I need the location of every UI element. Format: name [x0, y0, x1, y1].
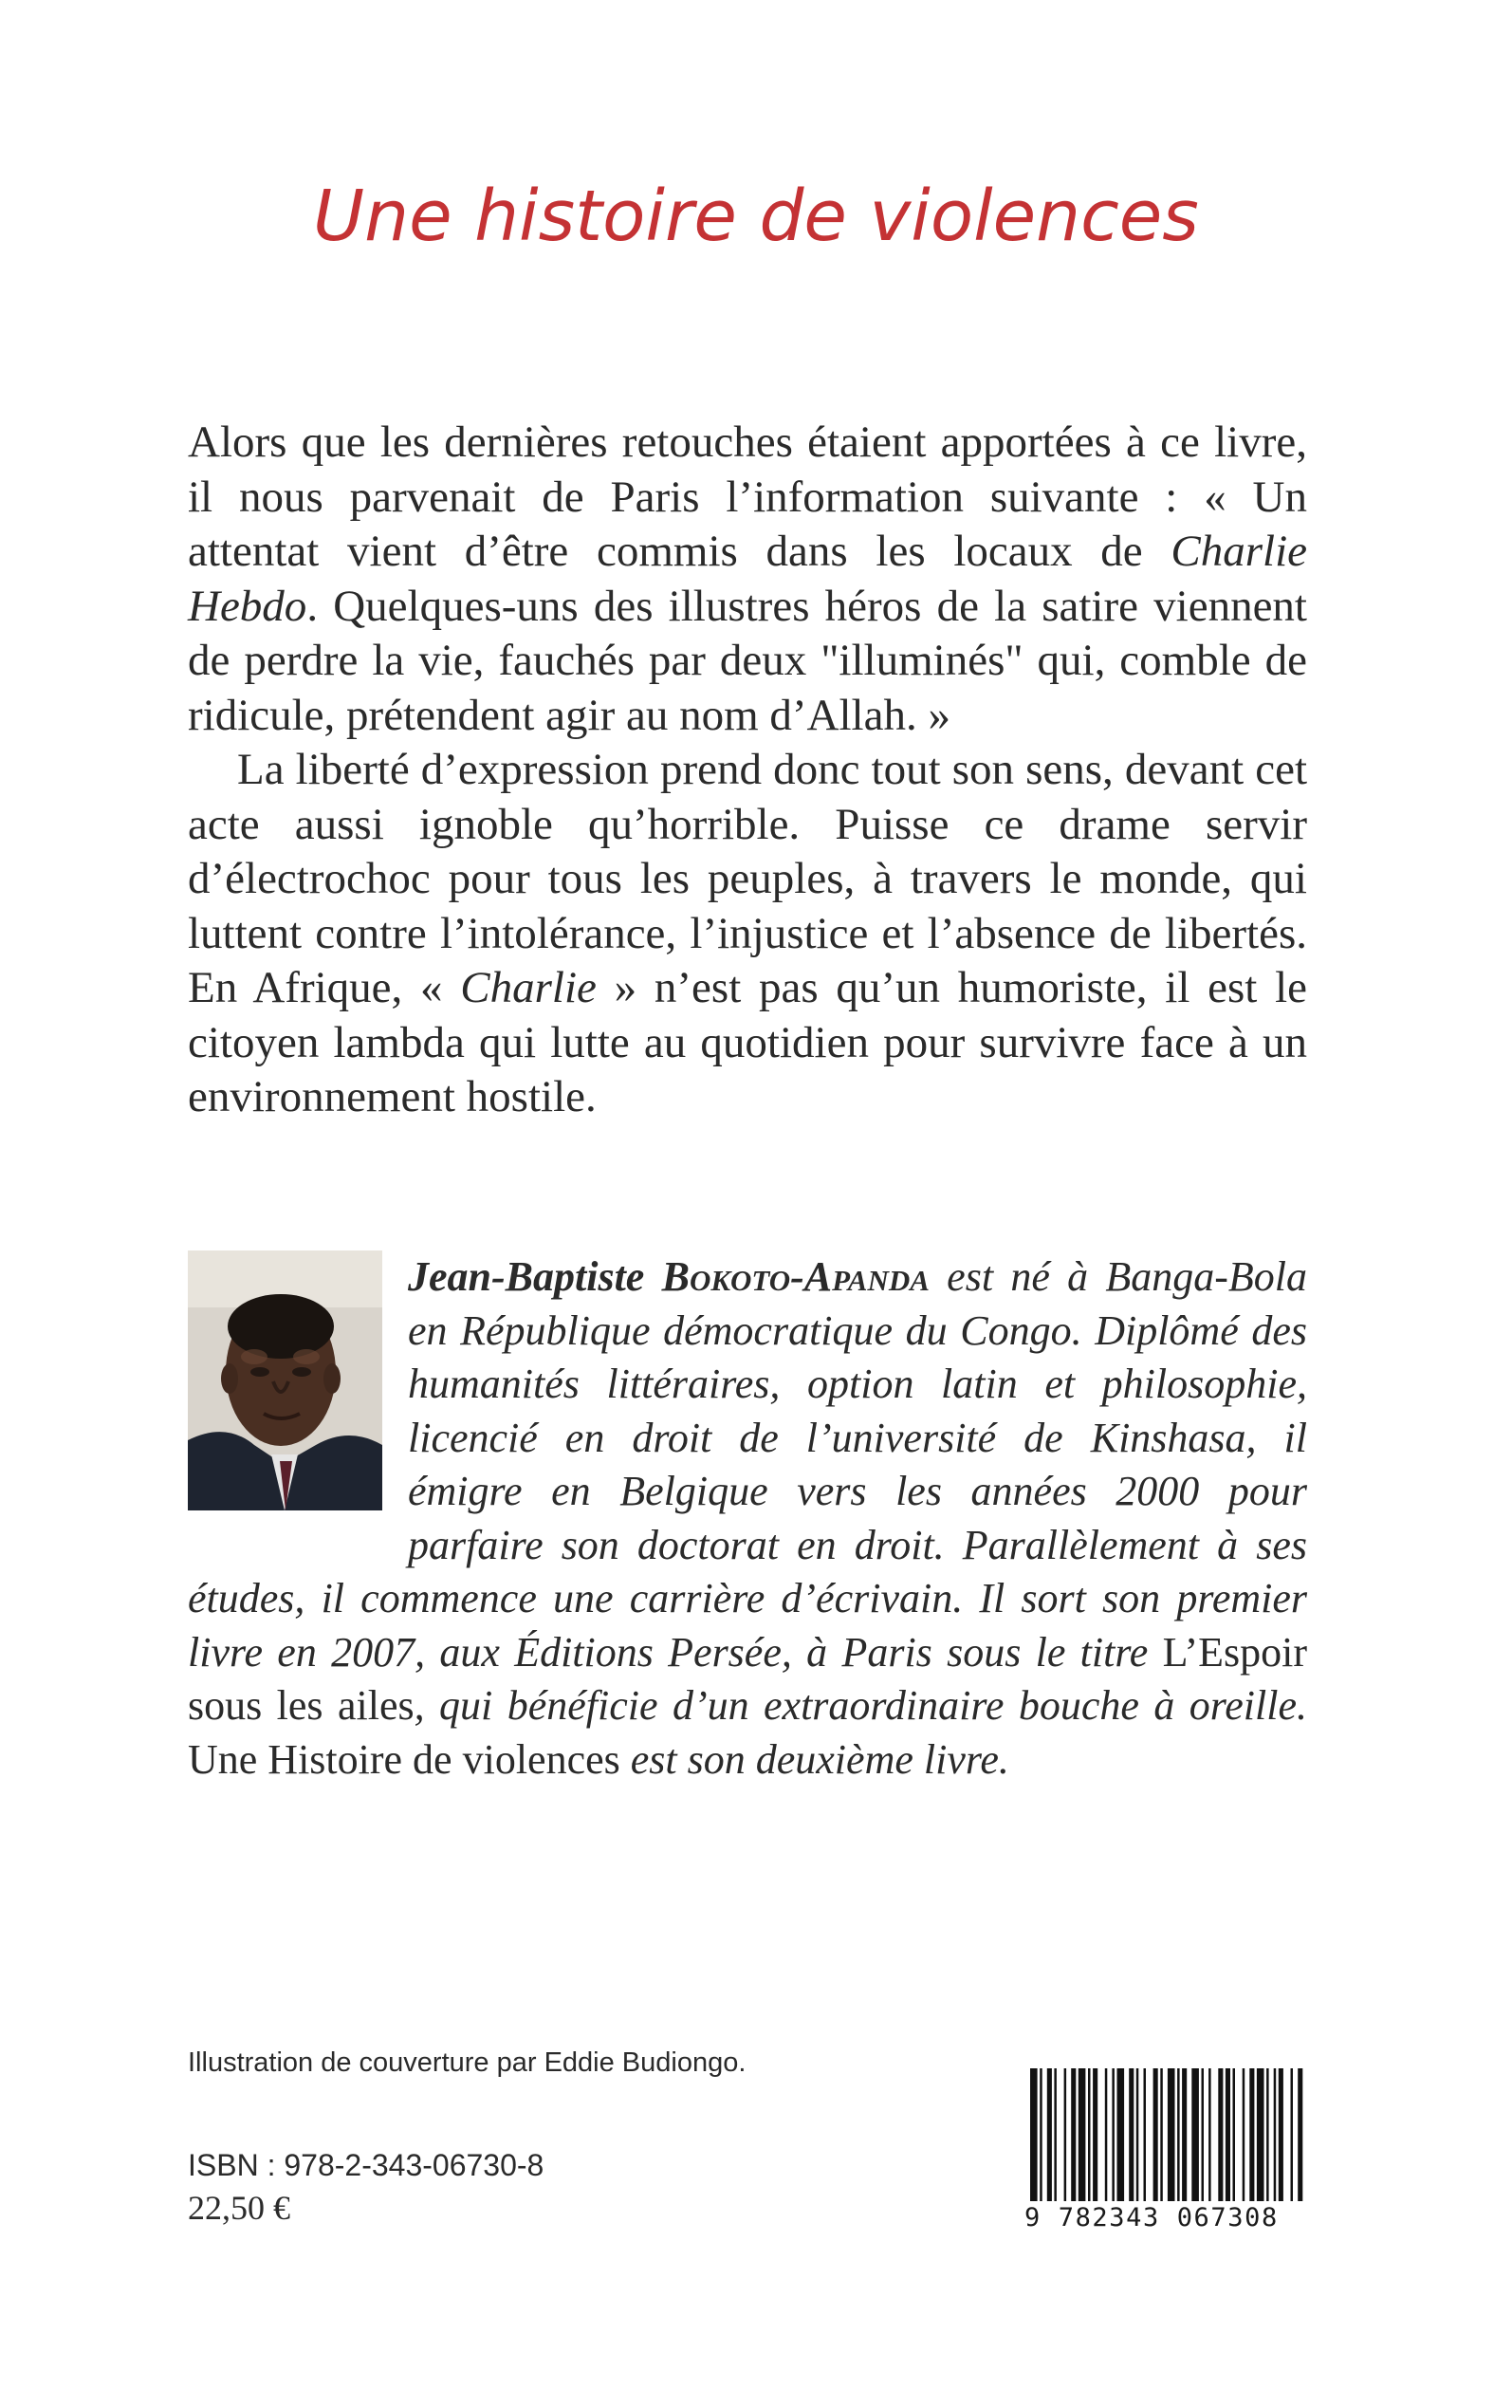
barcode-bar	[1274, 2068, 1277, 2201]
barcode-bar	[1208, 2068, 1211, 2201]
author-bio-text-2: , qui bénéficie d’un extraordinaire bouche à oreille.	[414, 1682, 1307, 1729]
barcode-bar	[1243, 2068, 1245, 2201]
blurb-paragraph-2	[188, 743, 1307, 1125]
barcode-bar	[1030, 2068, 1038, 2201]
barcode-bar	[1064, 2068, 1067, 2201]
barcode-bar	[1298, 2068, 1302, 2201]
barcode-bar	[1160, 2068, 1163, 2201]
barcode-bar	[1079, 2068, 1086, 2201]
author-bio	[188, 1250, 1307, 1787]
barcode-bar	[1202, 2068, 1205, 2201]
blurb-p2-italic: Charlie	[460, 963, 597, 1012]
barcode-bar	[1144, 2068, 1147, 2201]
barcode-bar	[1182, 2068, 1187, 2201]
author-current-book-title: Une Histoire de violences	[188, 1735, 620, 1783]
blurb-p2-text: La liberté d’expression prend donc tout son sens, devant cet acte aussi ignoble qu’horrible. Puisse ce drame servir d’électrochoc pour tous les peuples, à travers le monde, qui luttent contre l’intolérance, l’injustice et l’absence de libertés. En Afrique, «	[188, 745, 1307, 1012]
back-cover-blurb	[188, 416, 1307, 1125]
barcode-bar	[1071, 2068, 1076, 2201]
isbn-number: ISBN : 978-2-343-06730-8	[188, 2148, 544, 2182]
barcode-bar	[1117, 2068, 1125, 2201]
blurb-p2-text-end: » n’est pas qu’un humoriste, il est le citoyen lambda qui lutte au quotidien pour survivre face à un environnement hostile.	[188, 963, 1308, 1121]
barcode-bar	[1279, 2068, 1283, 2201]
book-price: 22,50 €	[188, 2189, 290, 2227]
author-photo	[188, 1250, 382, 1510]
barcode-bar	[1191, 2068, 1199, 2201]
blurb-p1-text: Alors que les dernières retouches étaient apportées à ce livre, il nous parvenait de Paris l’information suivante : « Un attentat vient d’être commis dans les locaux de	[188, 417, 1307, 576]
barcode-bar	[1136, 2068, 1139, 2201]
blurb-p1-text-end: . Quelques-uns des illustres héros de la satire viennent de perdre la vie, fauchés par deux "illuminés" qui, comble de ridicule, prétendent agir au nom d’Allah. »	[188, 581, 1307, 740]
barcode-bar	[1226, 2068, 1230, 2201]
barcode-bar	[1257, 2068, 1264, 2201]
author-bio-text-3: est son deuxième livre.	[619, 1735, 1009, 1783]
barcode-bar	[1266, 2068, 1269, 2201]
barcode-bar	[1047, 2068, 1052, 2201]
barcode-bar	[1129, 2068, 1134, 2201]
barcode-bar	[1177, 2068, 1180, 2201]
barcode-bar	[1040, 2068, 1042, 2201]
blurb-paragraph-1	[188, 416, 1307, 743]
author-bio-text-1: est né à Banga-Bola en République démocratique du Congo. Diplômé des humanités littéraires, option latin et philosophie, licencié en droit de l’université de Kinshasa, il émigre en Belgique vers les années 2000 pour parfaire son doctorat en droit. Parallèlement à ses études, il commence une carrière d’écrivain. Il sort son premier livre en 2007, aux Éditions Persée, à Paris sous le titre	[188, 1253, 1307, 1676]
barcode-bar	[1249, 2068, 1254, 2201]
author-first-name: Jean-Baptiste	[408, 1253, 645, 1300]
barcode-bar	[1153, 2068, 1158, 2201]
barcode-bar	[1088, 2068, 1091, 2201]
author-first-book-title: L’Espoir sous les ailes	[188, 1628, 1307, 1729]
blurb-p1-italic: Charlie Hebdo	[188, 527, 1307, 631]
barcode-bar	[1291, 2068, 1294, 2201]
cover-illustration-credit: Illustration de couverture par Eddie Budiongo.	[188, 2047, 747, 2078]
author-last-name: Bokoto-Apanda	[661, 1253, 930, 1300]
barcode-bar	[1218, 2068, 1223, 2201]
barcode-bar	[1112, 2068, 1115, 2201]
isbn-barcode	[1024, 2068, 1307, 2230]
barcode-digits: 9 782343 067308	[1024, 2203, 1279, 2232]
barcode-bar	[1105, 2068, 1108, 2201]
book-title: Une histoire de violences	[313, 176, 1199, 257]
author-portrait-image	[188, 1250, 382, 1510]
barcode-bar	[1093, 2068, 1097, 2201]
barcode-bar	[1168, 2068, 1175, 2201]
barcode-bar	[1233, 2068, 1236, 2201]
barcode-bar	[1054, 2068, 1057, 2201]
barcode-bars	[1024, 2068, 1307, 2201]
